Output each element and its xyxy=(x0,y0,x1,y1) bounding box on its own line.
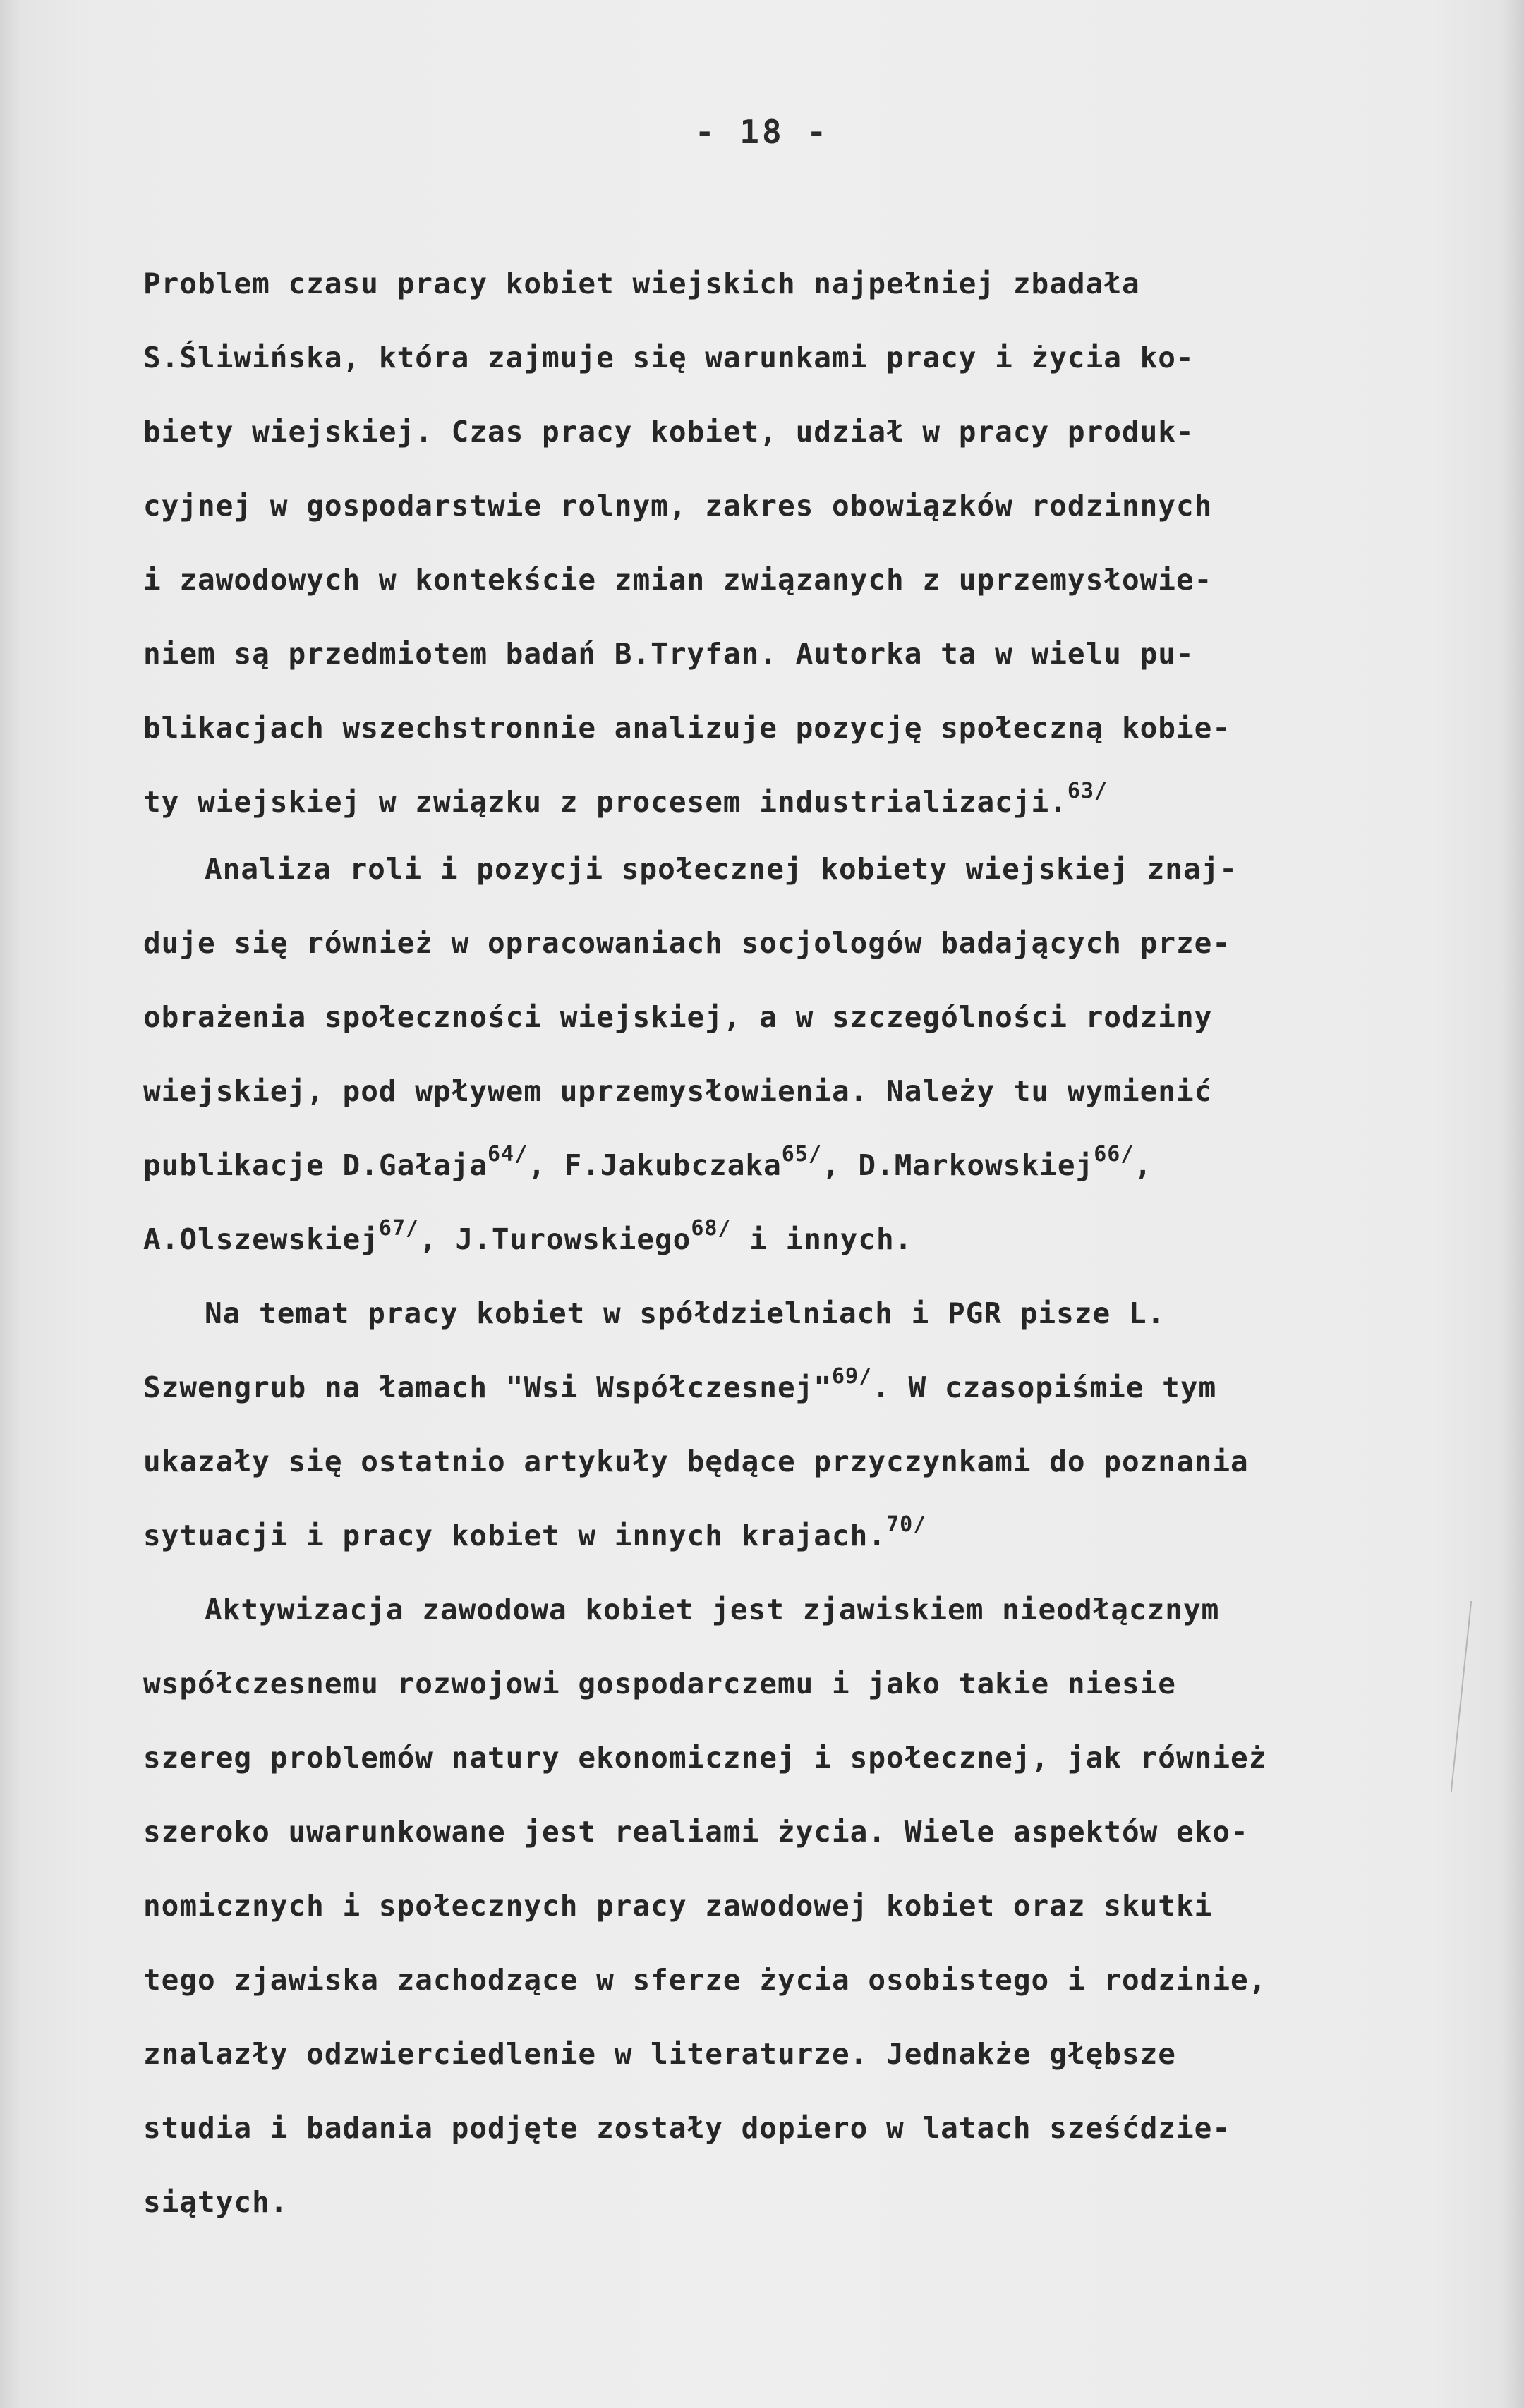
text-line: Aktywizacja zawodowa kobiet jest zjawiskiem nieodłącznym xyxy=(205,1593,1220,1626)
text-line: i zawodowych w kontekście zmian związanych z uprzemysłowie- xyxy=(143,563,1213,597)
text-line: niem są przedmiotem badań B.Tryfan. Autorka ta w wielu pu- xyxy=(143,637,1195,671)
text-line: Problem czasu pracy kobiet wiejskich najpełniej zbadała xyxy=(143,267,1140,300)
text-line: siątych. xyxy=(143,2185,289,2219)
text-line: studia i badania podjęte zostały dopiero w latach sześćdzie- xyxy=(143,2111,1231,2145)
text-line: szereg problemów natury ekonomicznej i społecznej, jak również xyxy=(143,1741,1267,1775)
footnote-ref: 68/ xyxy=(691,1216,732,1241)
text-line: współczesnemu rozwojowi gospodarczemu i jako takie niesie xyxy=(143,1667,1176,1701)
text-line: A.Olszewskiej$^{67/}$, J.Turowskiego$^{68/}$ i innych. xyxy=(143,1216,913,1256)
footnote-ref: 69/ xyxy=(832,1364,873,1389)
footnote-ref: 70/ xyxy=(886,1512,927,1537)
footnote-ref: 65/ xyxy=(781,1142,822,1167)
text-line: duje się również w opracowaniach socjologów badających prze- xyxy=(143,926,1231,960)
text-line: ty wiejskiej w związku z procesem industrializacji.$^{63/}$ xyxy=(143,779,1108,819)
text-line: sytuacji i pracy kobiet w innych krajach.$^{70/}$ xyxy=(143,1512,927,1552)
footnote-ref: 67/ xyxy=(378,1216,420,1241)
text-line: publikacje D.Gałaja$^{64/}$, F.Jakubczaka$^{65/}$, D.Markowskiej$^{66/}$, xyxy=(143,1142,1153,1182)
text-line: nomicznych i społecznych pracy zawodowej kobiet oraz skutki xyxy=(143,1889,1213,1923)
text-line: cyjnej w gospodarstwie rolnym, zakres obowiązków rodzinnych xyxy=(143,489,1213,523)
text-line: obrażenia społeczności wiejskiej, a w szczególności rodziny xyxy=(143,1000,1213,1034)
text-line: biety wiejskiej. Czas pracy kobiet, udział w pracy produk- xyxy=(143,415,1195,449)
text-line: Analiza roli i pozycji społecznej kobiety wiejskiej znaj- xyxy=(205,852,1238,886)
text-line: tego zjawiska zachodzące w sferze życia osobistego i rodzinie, xyxy=(143,1963,1267,1997)
text-line: ukazały się ostatnio artykuły będące przyczynkami do poznania xyxy=(143,1445,1249,1478)
footnote-ref: 66/ xyxy=(1094,1142,1135,1167)
text-line: szeroko uwarunkowane jest realiami życia. Wiele aspektów eko- xyxy=(143,1815,1249,1849)
text-line: wiejskiej, pod wpływem uprzemysłowienia. Należy tu wymienić xyxy=(143,1074,1213,1108)
text-line: Na temat pracy kobiet w spółdzielniach i PGR pisze L. xyxy=(205,1296,1166,1330)
page-number: - 18 - xyxy=(694,113,830,151)
text-line: blikacjach wszechstronnie analizuje pozycję społeczną kobie- xyxy=(143,711,1231,745)
footnote-ref: 64/ xyxy=(488,1142,528,1167)
text-line: Szwengrub na łamach "Wsi Współczesnej"$^{69/}$. W czasopiśmie tym xyxy=(143,1364,1217,1404)
text-line: znalazły odzwierciedlenie w literaturze. Jednakże głębsze xyxy=(143,2037,1176,2071)
text-line: S.Śliwińska, która zajmuje się warunkami pracy i życia ko- xyxy=(143,341,1195,375)
footnote-ref: 63/ xyxy=(1067,779,1108,803)
